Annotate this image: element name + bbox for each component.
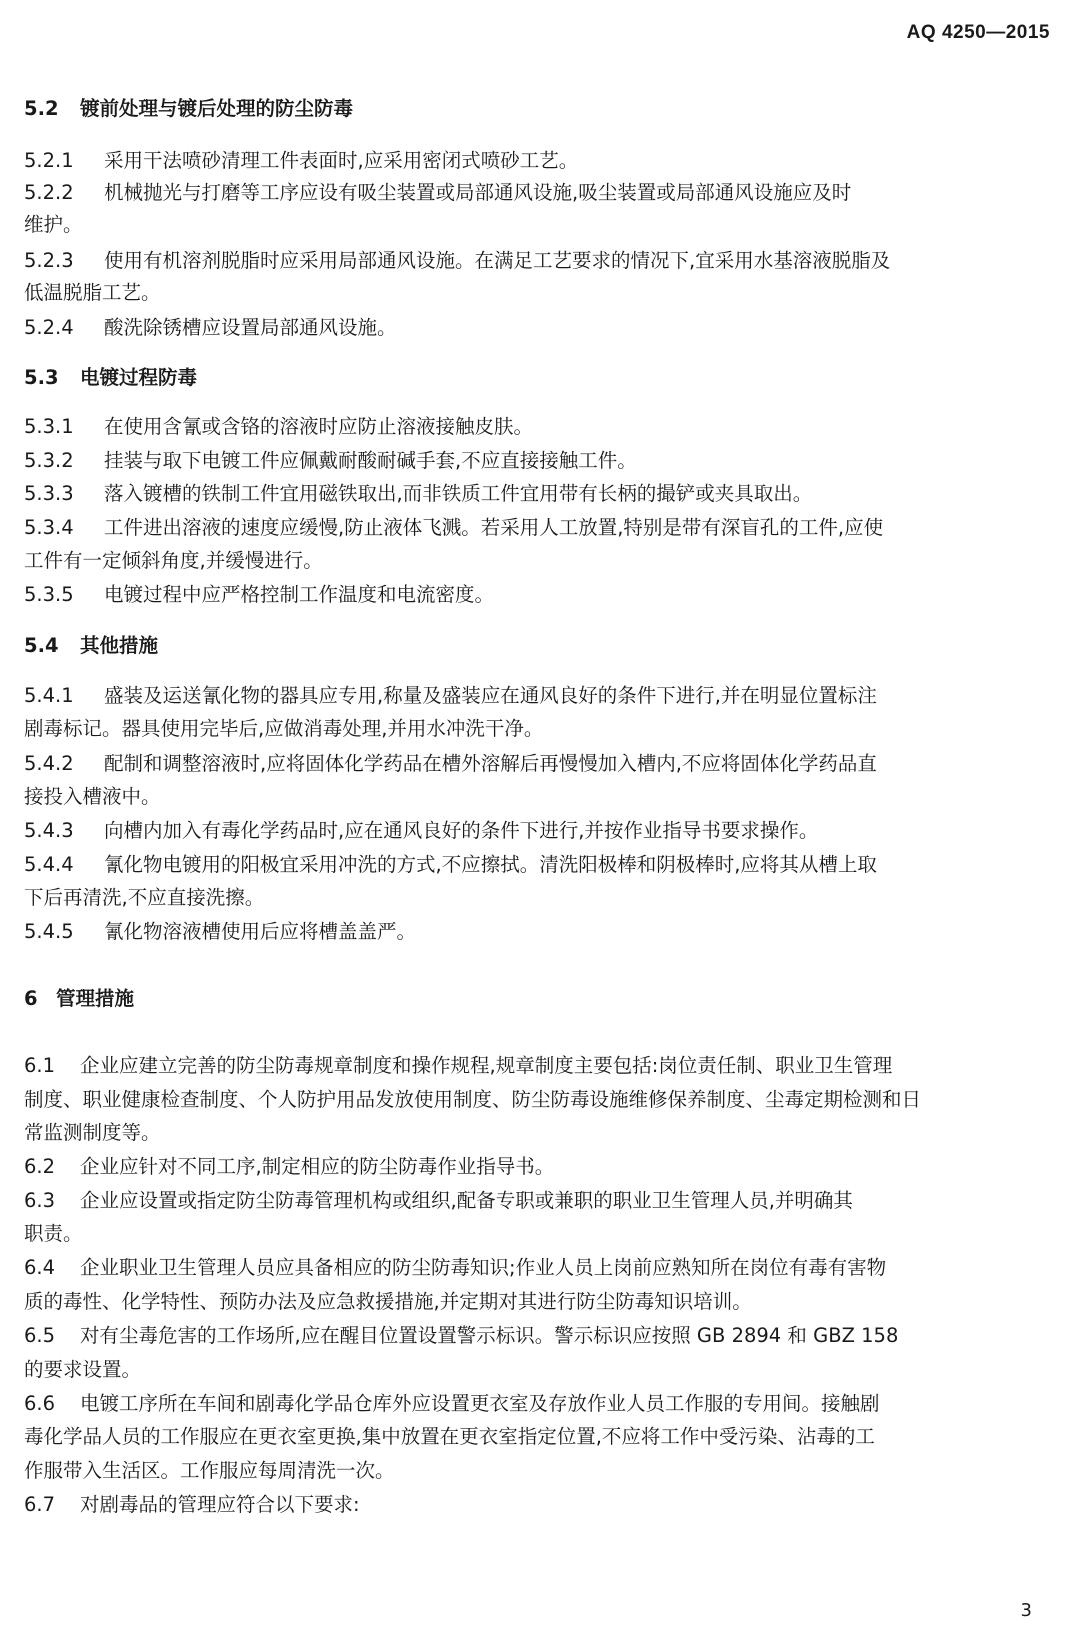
clause-number: 6.4: [24, 1256, 56, 1279]
clause-text: 企业应针对不同工序,制定相应的防尘防毒作业指导书。: [80, 1155, 555, 1178]
section-title: 电镀过程防毒: [80, 366, 198, 389]
clause-5-3-4-cont: 工件有一定倾斜角度,并缓慢进行。: [24, 549, 323, 572]
clause-5-4-1: [24, 681, 1064, 711]
clause-number: 5.4.3: [24, 819, 74, 842]
clause-text: 盛装及运送氰化物的器具应专用,称量及盛装应在通风良好的条件下进行,并在明显位置标注: [104, 684, 877, 707]
clause-text: 电镀工序所在车间和剧毒化学品仓库外应设置更衣室及存放作业人员工作服的专用间。接触剧: [80, 1392, 880, 1415]
section-heading-5-2: [24, 94, 1064, 124]
clause-text: 工件进出溶液的速度应缓慢,防止液体飞溅。若采用人工放置,特别是带有深盲孔的工件,应使: [104, 516, 884, 539]
clause-text: 配制和调整溶液时,应将固体化学药品在槽外溶解后再慢慢加入槽内,不应将固体化学药品直: [104, 752, 877, 775]
clause-5-4-2-cont: 接投入槽液中。: [24, 785, 161, 808]
clause-text: 企业职业卫生管理人员应具备相应的防尘防毒知识;作业人员上岗前应熟知所在岗位有毒有害物: [80, 1256, 887, 1279]
clause-6-1: [24, 1051, 1064, 1081]
clause-text: 电镀过程中应严格控制工作温度和电流密度。: [104, 583, 495, 606]
clause-6-6-cont: 毒化学品人员的工作服应在更衣室更换,集中放置在更衣室指定位置,不应将工作中受污染、沾毒的工: [24, 1425, 875, 1448]
clause-5-2-3: [24, 246, 1064, 276]
section-heading-5-4: [24, 631, 1064, 661]
clause-text: 落入镀槽的铁制工件宜用磁铁取出,而非铁质工件宜用带有长柄的撮铲或夹具取出。: [104, 482, 813, 505]
clause-5-2-4: [24, 313, 1064, 343]
document-code: AQ 4250—2015: [906, 22, 1050, 43]
clause-5-4-4-cont: 下后再清洗,不应直接洗擦。: [24, 886, 265, 909]
clause-5-4-3: [24, 816, 1064, 846]
clause-5-4-4: [24, 850, 1064, 880]
clause-5-4-1-cont: 剧毒标记。器具使用完毕后,应做消毒处理,并用水冲洗干净。: [24, 717, 544, 740]
clause-text: 企业应设置或指定防尘防毒管理机构或组织,配备专职或兼职的职业卫生管理人员,并明确其: [80, 1189, 853, 1212]
clause-number: 5.4.1: [24, 684, 74, 707]
clause-6-6: [24, 1389, 1064, 1419]
clause-text: 酸洗除锈槽应设置局部通风设施。: [104, 316, 397, 339]
section-number: 5.4: [24, 634, 59, 657]
clause-5-3-5: [24, 580, 1064, 610]
chapter-heading-6: [24, 984, 1064, 1014]
clause-number: 5.2.3: [24, 249, 74, 272]
clause-number: 5.3.2: [24, 449, 74, 472]
clause-text: 挂装与取下电镀工件应佩戴耐酸耐碱手套,不应直接接触工件。: [104, 449, 637, 472]
section-title: 其他措施: [80, 634, 159, 657]
clause-text: 采用干法喷砂清理工件表面时,应采用密闭式喷砂工艺。: [104, 149, 579, 172]
clause-5-3-2: [24, 446, 1064, 476]
clause-5-4-5: [24, 917, 1064, 947]
clause-number: 6.2: [24, 1155, 56, 1178]
clause-number: 5.3.5: [24, 583, 74, 606]
clause-number: 5.3.4: [24, 516, 74, 539]
clause-6-1-cont: 制度、职业健康检查制度、个人防护用品发放使用制度、防尘防毒设施维修保养制度、尘毒定期检测和日: [24, 1088, 922, 1111]
clause-5-2-2: [24, 178, 1064, 208]
clause-number: 5.4.5: [24, 920, 74, 943]
clause-6-5: [24, 1321, 1064, 1351]
clause-number: 5.2.2: [24, 181, 74, 204]
clause-5-2-2-cont: 维护。: [24, 213, 83, 236]
clause-5-3-1: [24, 412, 1064, 442]
clause-text: 对有尘毒危害的工作场所,应在醒目位置设置警示标识。警示标识应按照 GB 2894 和 GBZ 158: [80, 1324, 899, 1347]
clause-number: 6.6: [24, 1392, 56, 1415]
clause-text: 氰化物电镀用的阳极宜采用冲洗的方式,不应擦拭。清洗阳极棒和阴极棒时,应将其从槽上取: [104, 853, 877, 876]
clause-text: 氰化物溶液槽使用后应将槽盖盖严。: [104, 920, 417, 943]
clause-number: 5.3.3: [24, 482, 74, 505]
page-number: 3: [1020, 1600, 1032, 1621]
chapter-title: 管理措施: [56, 987, 135, 1010]
clause-6-4: [24, 1253, 1064, 1283]
clause-number: 5.3.1: [24, 415, 74, 438]
chapter-number: 6: [24, 987, 38, 1010]
clause-5-3-4: [24, 513, 1064, 543]
clause-5-3-3: [24, 479, 1064, 509]
clause-number: 6.1: [24, 1054, 56, 1077]
clause-5-4-2: [24, 749, 1064, 779]
clause-number: 5.4.2: [24, 752, 74, 775]
clause-6-3: [24, 1186, 1064, 1216]
section-title: 镀前处理与镀后处理的防尘防毒: [80, 97, 354, 120]
section-heading-5-3: [24, 363, 1064, 393]
clause-text: 对剧毒品的管理应符合以下要求:: [80, 1493, 360, 1516]
clause-number: 6.5: [24, 1324, 56, 1347]
clause-5-2-1: [24, 146, 1064, 176]
clause-6-6-cont: 作服带入生活区。工作服应每周清洗一次。: [24, 1459, 395, 1482]
clause-6-7: [24, 1490, 1064, 1520]
clause-6-1-cont: 常监测制度等。: [24, 1121, 161, 1144]
clause-number: 6.7: [24, 1493, 56, 1516]
clause-number: 6.3: [24, 1189, 56, 1212]
clause-text: 在使用含氰或含铬的溶液时应防止溶液接触皮肤。: [104, 415, 534, 438]
clause-6-2: [24, 1152, 1064, 1182]
clause-text: 企业应建立完善的防尘防毒规章制度和操作规程,规章制度主要包括:岗位责任制、职业卫生管理: [80, 1054, 893, 1077]
clause-number: 5.4.4: [24, 853, 74, 876]
section-number: 5.2: [24, 97, 59, 120]
clause-6-4-cont: 质的毒性、化学特性、预防办法及应急救援措施,并定期对其进行防尘防毒知识培训。: [24, 1290, 752, 1313]
clause-6-3-cont: 职责。: [24, 1222, 83, 1245]
section-number: 5.3: [24, 366, 59, 389]
clause-number: 5.2.4: [24, 316, 74, 339]
clause-text: 向槽内加入有毒化学药品时,应在通风良好的条件下进行,并按作业指导书要求操作。: [104, 819, 819, 842]
clause-number: 5.2.1: [24, 149, 74, 172]
clause-5-2-3-cont: 低温脱脂工艺。: [24, 281, 161, 304]
clause-text: 机械抛光与打磨等工序应设有吸尘装置或局部通风设施,吸尘装置或局部通风设施应及时: [104, 181, 852, 204]
clause-text: 使用有机溶剂脱脂时应采用局部通风设施。在满足工艺要求的情况下,宜采用水基溶液脱脂及: [104, 249, 891, 272]
clause-6-5-cont: 的要求设置。: [24, 1358, 142, 1381]
